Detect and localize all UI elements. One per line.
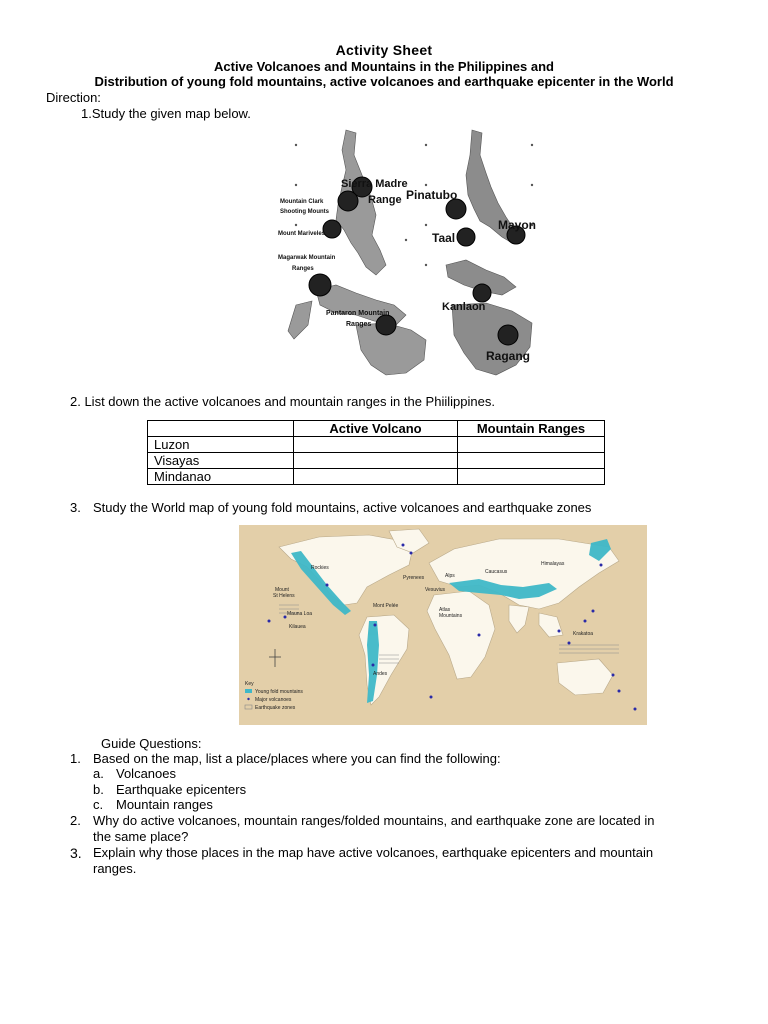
label-krakatoa: Krakatoa [573, 631, 594, 637]
label-pinatubo: Pinatubo [406, 188, 458, 202]
label-mauna-loa: Mauna Loa [287, 611, 313, 617]
label-ranges: Ranges [292, 266, 314, 272]
volcano-marker [376, 315, 396, 335]
table-cell-active-volcano[interactable] [294, 453, 458, 469]
table-cell-mountain-ranges[interactable] [458, 469, 605, 485]
page-subtitle-1: Active Volcanoes and Mountains in the Philippines and [214, 59, 554, 74]
page-title: Activity Sheet [335, 42, 433, 58]
label-range: Range [368, 194, 402, 206]
table-row-label: Visayas [148, 453, 294, 469]
label-pantaron-ranges: Ranges [346, 321, 372, 328]
volcano-marker [498, 325, 518, 345]
guide-q1c-text: Mountain ranges [116, 797, 213, 812]
guide-q1-text: Based on the map, list a place/places where you can find the following: [93, 751, 501, 766]
label-sierra-madre: Sierra Madre [341, 178, 408, 190]
table-row [148, 453, 605, 469]
volcano-marker [309, 274, 331, 296]
label-alps: Alps [445, 573, 455, 579]
label-taal: Taal [432, 231, 456, 245]
label-kanlaon: Kanlaon [442, 301, 486, 313]
guide-title: Guide Questions: [101, 736, 202, 751]
volcano-marker [446, 199, 466, 219]
direction-step-1: 1.Study the given map below. [81, 106, 251, 121]
table-header-active-volcano: Active Volcano [294, 421, 458, 437]
volcano-marker [338, 191, 358, 211]
label-mountain-clark: Mountain Clark [280, 199, 324, 205]
key-volcanoes: Major volcanoes [255, 697, 292, 703]
label-kilauea: Kilauea [289, 624, 306, 630]
page-subtitle-2: Distribution of young fold mountains, active volcanoes and earthquake epicenter in the World [94, 74, 674, 89]
guide-q2-text-line2: the same place? [93, 829, 189, 844]
label-mount-st-helens-2: St Helens [273, 593, 295, 599]
label-pyrenees: Pyrenees [403, 575, 425, 581]
table-row [148, 469, 605, 485]
direction-label: Direction: [46, 90, 101, 105]
guide-q1c-letter: c. [93, 797, 104, 812]
label-pantaron: Pantaron Mountain [326, 310, 390, 317]
guide-q2-number: 2. [70, 813, 81, 828]
label-mont-pelee: Mont Pelée [373, 603, 399, 609]
volcano-marker [473, 284, 491, 302]
table-row-label: Mindanao [148, 469, 294, 485]
label-vesuvius: Vesuvius [425, 587, 446, 593]
guide-q3-text-line2: ranges. [93, 861, 137, 876]
table-row [148, 437, 605, 453]
label-mount-mariveles: Mount Mariveles [278, 231, 326, 237]
label-atlas-1: Atlas [439, 607, 451, 613]
guide-q1a-letter: a. [93, 766, 104, 781]
guide-q3-number: 3. [70, 845, 82, 861]
guide-q1-number: 1. [70, 751, 81, 766]
label-ragang: Ragang [486, 349, 531, 363]
key-title: Key [245, 681, 254, 687]
table-header-mountain-ranges: Mountain Ranges [458, 421, 605, 437]
volcano-marker [457, 228, 475, 246]
table-row-label: Luzon [148, 437, 294, 453]
label-magarwak: Magarwak Mountain [278, 255, 336, 261]
step-3-text: Study the World map of young fold mountains, active volcanoes and earthquake zones [93, 500, 592, 515]
key-fold: Young fold mountains [255, 689, 303, 695]
label-atlas-2: Mountains [439, 613, 463, 619]
table-header-empty [148, 421, 294, 437]
table-cell-active-volcano[interactable] [294, 469, 458, 485]
table-cell-mountain-ranges[interactable] [458, 453, 605, 469]
label-himalayas: Himalayas [541, 561, 565, 567]
label-caucasus: Caucasus [485, 569, 508, 575]
label-rockies: Rockies [311, 565, 329, 571]
label-andes: Andes [373, 671, 388, 677]
guide-q2-text-line1: Why do active volcanoes, mountain ranges/folded mountains, and earthquake zone are located in [93, 813, 655, 828]
world-map [239, 525, 647, 725]
label-shooting-mounts: Shooting Mounts [280, 209, 329, 215]
volcano-marker [323, 220, 341, 238]
table-cell-active-volcano[interactable] [294, 437, 458, 453]
guide-q1b-letter: b. [93, 782, 104, 797]
guide-q1b-text: Earthquake epicenters [116, 782, 247, 797]
volcano-table [147, 420, 605, 485]
label-mount-st-helens-1: Mount [275, 587, 289, 593]
table-header-row [148, 421, 605, 437]
philippines-map [276, 125, 542, 383]
step-2-text: 2. List down the active volcanoes and mountain ranges in the Phiilippines. [70, 394, 495, 409]
guide-q3-text-line1: Explain why those places in the map have active volcanoes, earthquake epicenters and mountain [93, 845, 654, 860]
key-quake: Earthquake zones [255, 705, 296, 711]
label-mayon: Mayon [498, 218, 537, 232]
guide-q1a-text: Volcanoes [116, 766, 176, 781]
step-3-number: 3. [70, 500, 81, 515]
table-cell-mountain-ranges[interactable] [458, 437, 605, 453]
